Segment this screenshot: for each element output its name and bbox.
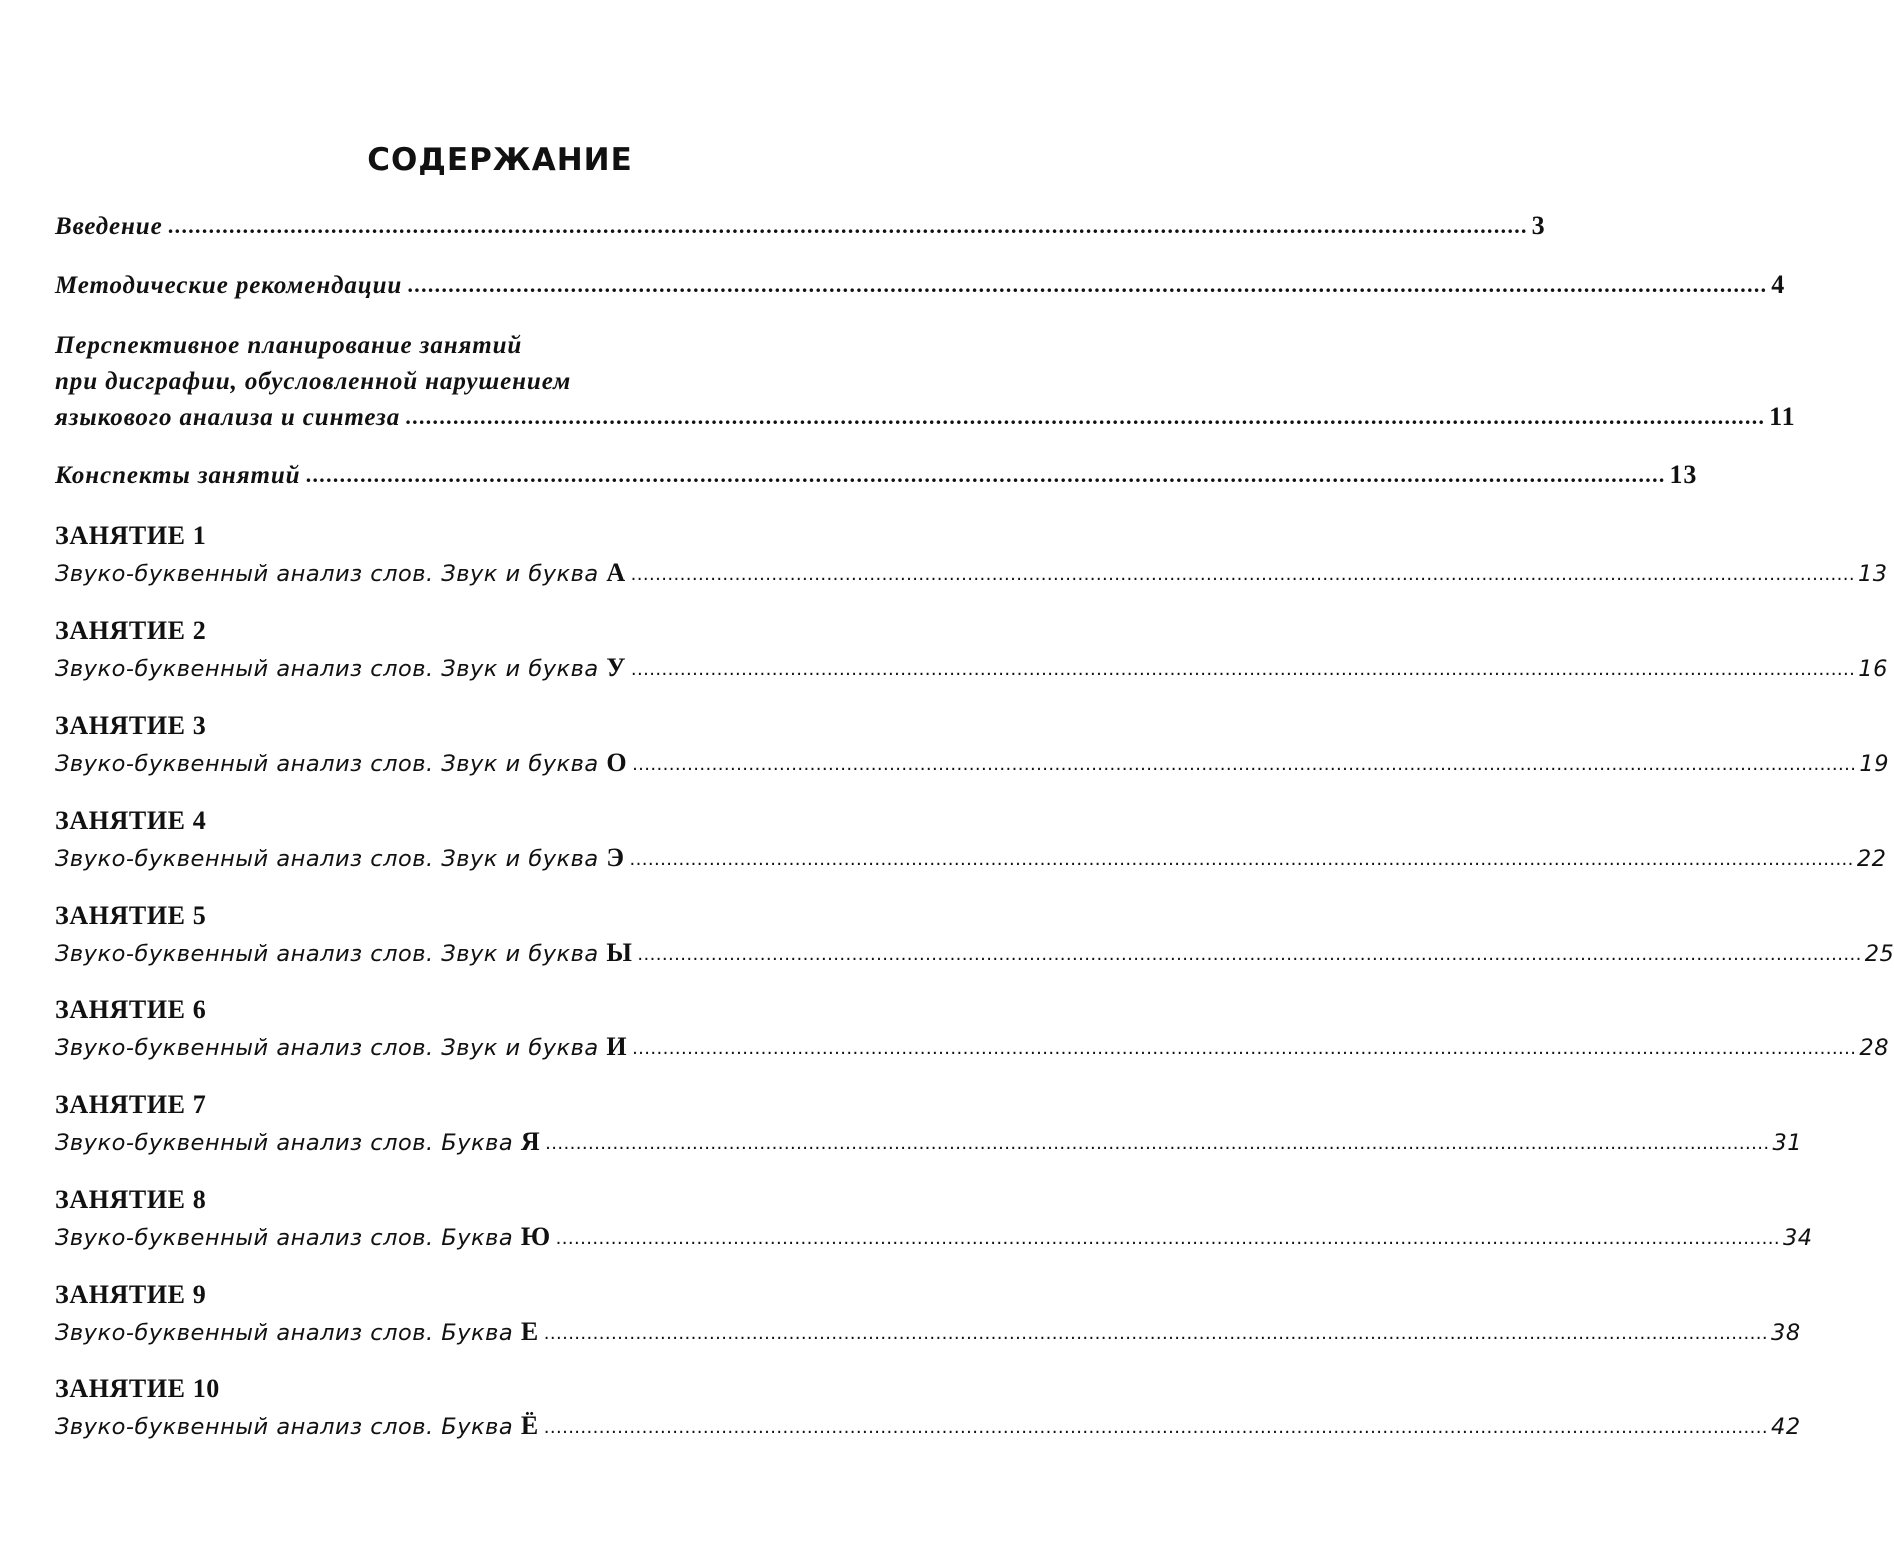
toc-entry-label — [55, 1317, 539, 1347]
lesson-text: Звуко-буквенный анализ слов. Звук и буква — [55, 1035, 599, 1061]
lesson-text: Звуко-буквенный анализ слов. Звук и буква — [55, 751, 599, 777]
toc-entry-planning-line-1: Перспективное планирование занятий — [55, 332, 523, 359]
lesson-letter: И — [606, 1032, 628, 1061]
dot-leader: ........................................................................................................................................................................................................ — [408, 272, 1769, 297]
lesson-text: Звуко-буквенный анализ слов. Звук и буква — [55, 561, 599, 587]
toc-page-number: 31 — [1772, 1130, 1803, 1156]
toc-entry-label — [55, 1032, 627, 1062]
toc-entry-label: Введение — [55, 213, 163, 240]
dot-leader: ........................................................................................................................................................................................................ — [630, 659, 1856, 680]
toc-entry-planning-line-2: при дисграфии, обусловленной нарушением — [55, 368, 572, 395]
lesson-heading: ЗАНЯТИЕ 9 — [55, 1280, 207, 1309]
toc-page-number: 11 — [1769, 402, 1796, 431]
lesson-heading: ЗАНЯТИЕ 4 — [55, 806, 207, 835]
dot-leader: ........................................................................................................................................................................................................ — [543, 1417, 1769, 1438]
toc-entry-lesson-2[interactable] — [55, 653, 1888, 683]
toc-page-number: 25 — [1864, 941, 1894, 967]
toc-entry-label — [55, 1222, 551, 1252]
toc-entry-planning[interactable] — [55, 402, 1796, 432]
dot-leader: ........................................................................................................................................................................................................ — [632, 1038, 1857, 1059]
lesson-heading: ЗАНЯТИЕ 10 — [55, 1374, 220, 1403]
toc-entry-label — [55, 1127, 540, 1157]
toc-entry-lesson-5[interactable] — [55, 938, 1894, 968]
toc-entry-label: языкового анализа и синтеза — [55, 404, 401, 431]
toc-entry-label — [55, 748, 627, 778]
dot-leader: ........................................................................................................................................................................................................ — [168, 213, 1529, 238]
toc-entry-label: Конспекты занятий — [55, 462, 301, 489]
dot-leader: ........................................................................................................................................................................................................ — [632, 754, 1857, 775]
toc-entry-lesson-4[interactable] — [55, 843, 1887, 873]
lesson-text: Звуко-буквенный анализ слов. Буква — [55, 1130, 514, 1156]
lesson-letter: А — [606, 558, 626, 587]
toc-entry-lesson-notes[interactable] — [55, 460, 1698, 490]
lesson-text: Звуко-буквенный анализ слов. Буква — [55, 1320, 514, 1346]
toc-entry-label — [55, 938, 632, 968]
lesson-heading: ЗАНЯТИЕ 7 — [55, 1090, 207, 1119]
page-title: СОДЕРЖАНИЕ — [367, 142, 633, 178]
lesson-text: Звуко-буквенный анализ слов. Звук и буква — [55, 656, 599, 682]
toc-entry-label — [55, 843, 624, 873]
lesson-letter: О — [606, 748, 628, 777]
lesson-heading: ЗАНЯТИЕ 6 — [55, 995, 207, 1024]
dot-leader: ........................................................................................................................................................................................................ — [629, 849, 1854, 870]
toc-page-number: 16 — [1858, 656, 1888, 682]
lesson-heading: ЗАНЯТИЕ 1 — [55, 521, 207, 550]
toc-entry-label: Методические рекомендации — [55, 272, 403, 299]
toc-entry-label — [55, 1411, 539, 1441]
toc-entry-label — [55, 558, 626, 588]
dot-leader: ........................................................................................................................................................................................................ — [545, 1133, 1770, 1154]
toc-page-number: 28 — [1859, 1035, 1890, 1061]
dot-leader: ........................................................................................................................................................................................................ — [555, 1228, 1780, 1249]
lesson-letter: Я — [520, 1127, 541, 1156]
toc-page-number: 13 — [1669, 460, 1698, 489]
lesson-text: Звуко-буквенный анализ слов. Звук и буква — [55, 846, 599, 872]
toc-entry-lesson-8[interactable] — [55, 1222, 1813, 1252]
lesson-heading: ЗАНЯТИЕ 8 — [55, 1185, 207, 1214]
dot-leader: ........................................................................................................................................................................................................ — [637, 944, 1862, 965]
lesson-heading: ЗАНЯТИЕ 2 — [55, 616, 207, 645]
toc-entry-lesson-6[interactable] — [55, 1032, 1890, 1062]
dot-leader: ........................................................................................................................................................................................................ — [306, 462, 1667, 487]
toc-entry-label — [55, 653, 626, 683]
dot-leader: ........................................................................................................................................................................................................ — [406, 404, 1767, 429]
lesson-letter: Э — [606, 843, 625, 872]
dot-leader: ........................................................................................................................................................................................................ — [630, 564, 1855, 585]
lesson-heading: ЗАНЯТИЕ 3 — [55, 711, 207, 740]
lesson-letter: Ы — [606, 938, 633, 967]
lesson-letter: У — [606, 653, 626, 682]
toc-page-number: 13 — [1857, 561, 1888, 587]
dot-leader: ........................................................................................................................................................................................................ — [543, 1323, 1769, 1344]
toc-entry-lesson-9[interactable] — [55, 1317, 1801, 1347]
toc-page-number: 22 — [1856, 846, 1887, 872]
lesson-letter: Ю — [520, 1222, 551, 1251]
lesson-letter: Ё — [520, 1411, 539, 1440]
toc-entry-lesson-7[interactable] — [55, 1127, 1803, 1157]
toc-entry-lesson-1[interactable] — [55, 558, 1888, 588]
toc-entry-methodological-recommendations[interactable] — [55, 270, 1786, 300]
lesson-heading: ЗАНЯТИЕ 5 — [55, 901, 207, 930]
toc-page-number: 42 — [1771, 1414, 1801, 1440]
lesson-letter: Е — [520, 1317, 539, 1346]
toc-page-number: 34 — [1782, 1225, 1813, 1251]
toc-page-number: 38 — [1771, 1320, 1801, 1346]
lesson-text: Звуко-буквенный анализ слов. Буква — [55, 1414, 514, 1440]
toc-page-number: 4 — [1771, 270, 1786, 299]
lesson-text: Звуко-буквенный анализ слов. Буква — [55, 1225, 514, 1251]
toc-entry-lesson-3[interactable] — [55, 748, 1890, 778]
toc-page-number: 19 — [1859, 751, 1890, 777]
lesson-text: Звуко-буквенный анализ слов. Звук и буква — [55, 941, 599, 967]
toc-page-number: 3 — [1531, 211, 1546, 240]
toc-entry-introduction[interactable] — [55, 211, 1546, 241]
toc-entry-lesson-10[interactable] — [55, 1411, 1801, 1441]
